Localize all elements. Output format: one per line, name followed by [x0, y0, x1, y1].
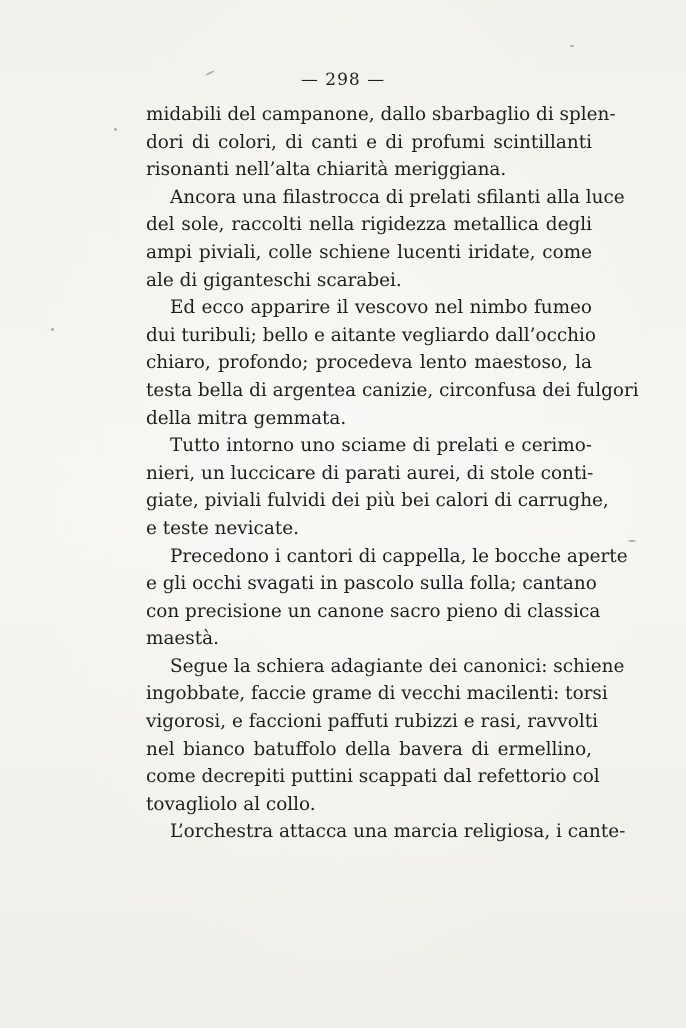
text-line: Precedono i cantori di cappella, le bocche aperte [170, 545, 628, 567]
text-line: ampi piviali, colle schiene lucenti iridate, come [146, 241, 592, 263]
text-line: ingobbate, faccie grame di vecchi macilenti: torsi [146, 683, 608, 705]
text-line: vigorosi, e faccioni paffuti rubizzi e rasi, ravvolti [146, 711, 599, 733]
scan-speck [628, 540, 636, 542]
text-line: chiaro, profondo; procedeva lento maestoso, la [146, 352, 592, 374]
text-line: giate, piviali fulvidi dei più bei calori di carrughe, [146, 490, 609, 512]
scan-speck [114, 128, 117, 131]
text-line: e teste nevicate. [146, 517, 299, 539]
text-line: del sole, raccolti nella rigidezza metallica degli [146, 214, 592, 236]
text-line: Ed ecco apparire il vescovo nel nimbo fumeo [170, 297, 592, 319]
scan-speck [51, 328, 54, 331]
text-line: e gli occhi svagati in pascolo sulla folla; cantano [146, 573, 597, 595]
text-line: maestà. [146, 628, 219, 650]
text-line: come decrepiti puttini scappati dal refettorio col [146, 766, 600, 788]
text-line: midabili del campanone, dallo sbarbaglio di splen- [146, 104, 616, 125]
text-line: dui turibuli; bello e aitante vegliardo dall’occhio [146, 324, 596, 346]
text-line: dori di colori, di canti e di profumi scintillanti [146, 131, 592, 153]
text-line: Segue la schiera adagiante dei canonici: schiene [170, 655, 625, 677]
text-line: della mitra gemmata. [146, 407, 347, 429]
text-line: Ancora una filastrocca di prelati sfilanti alla luce [170, 186, 625, 208]
text-line: con precisione un canone sacro pieno di classica [146, 600, 601, 622]
text-line: nel bianco batuffolo della bavera di ermellino, [146, 738, 592, 760]
text-line: risonanti nell’alta chiarità meriggiana. [146, 159, 507, 181]
scan-speck [570, 45, 574, 47]
body-text [146, 101, 639, 846]
text-line: ale di giganteschi scarabei. [146, 269, 402, 291]
text-line: testa bella di argentea canizie, circonfusa dei fulgori [146, 379, 639, 401]
text-line: nieri, un luccicare di parati aurei, di stole conti- [146, 462, 594, 484]
text-line: tovagliolo al collo. [146, 793, 316, 815]
text-line: L’orchestra attacca una marcia religiosa, i cante- [170, 821, 626, 843]
page-number: — 298 — [300, 70, 386, 90]
text-line: Tutto intorno uno sciame di prelati e cerimo- [170, 435, 592, 457]
